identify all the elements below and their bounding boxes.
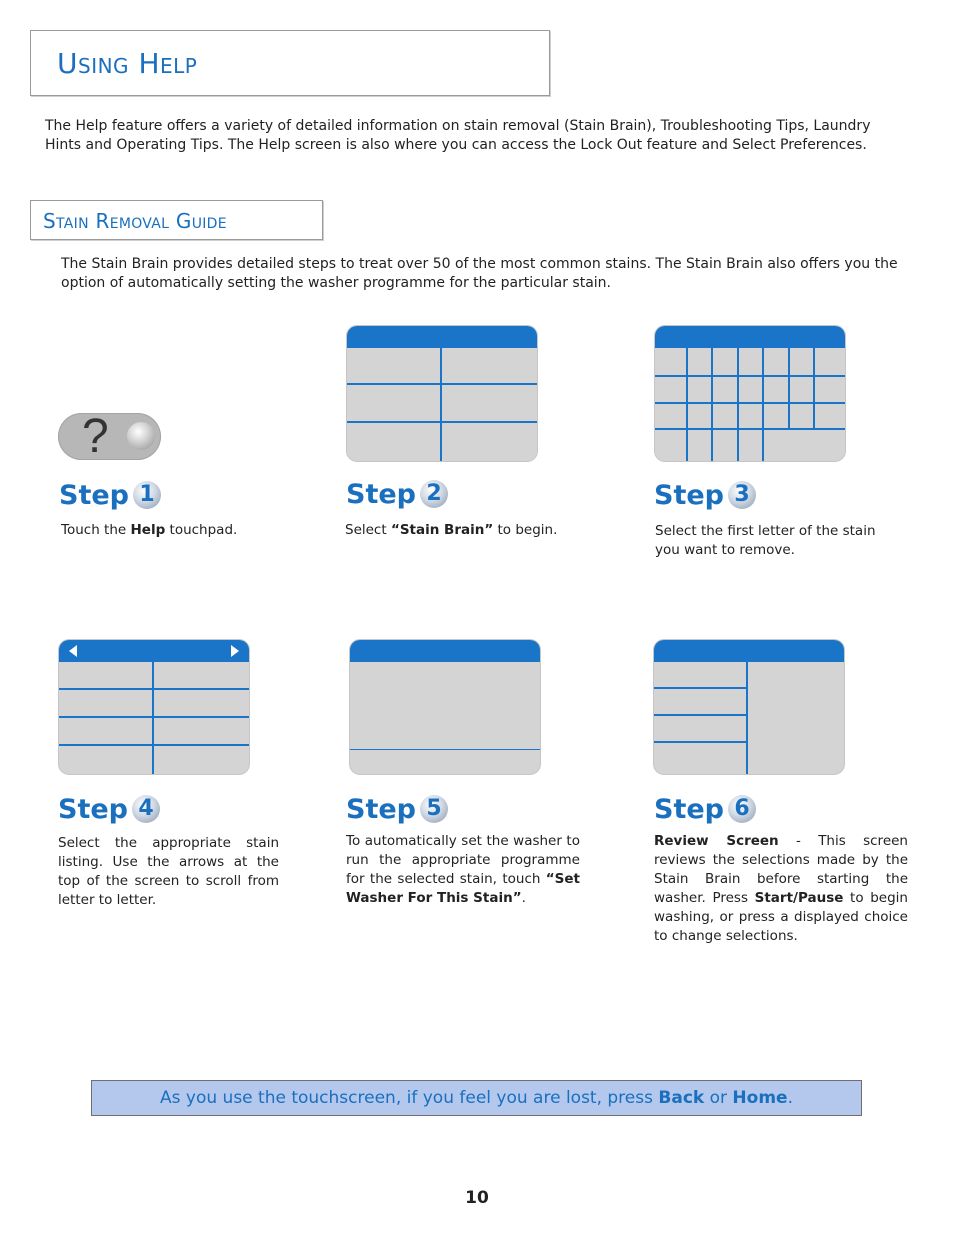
screen-header-bar	[350, 640, 540, 662]
step-6-caption	[654, 832, 908, 946]
step-2-heading: Step 2	[346, 479, 448, 510]
step-6-screen	[654, 640, 844, 774]
text-run: Touch the	[61, 522, 131, 538]
text-run: Select the first letter of the stain you want to remove.	[655, 523, 876, 558]
help-touchpad-illustration	[58, 410, 161, 463]
step-3-heading: Step 3	[654, 480, 756, 511]
step-4-caption	[58, 834, 279, 910]
step-1-caption	[61, 521, 321, 540]
section-description: The Stain Brain provides detailed steps to treat over 50 of the most common stains. The Stain Brain also offers you the option of automatically setting the washer programme for the particular stain.	[61, 256, 898, 291]
bold-text: Review Screen	[654, 833, 779, 849]
question-mark-icon: ?	[82, 410, 109, 463]
step-3-caption	[655, 522, 900, 560]
help-note-banner	[91, 1080, 862, 1116]
text-run: To automatically set the washer to run the appropriate programme for the selected stain, touch	[346, 833, 580, 887]
screen-header-bar	[655, 326, 845, 348]
bold-text: Help	[130, 522, 166, 538]
step-5-screen	[350, 640, 540, 774]
bold-text: “Stain Brain”	[390, 522, 494, 538]
text-run: - This screen reviews the selections made by the Stain Brain before starting the washer. Press	[654, 833, 908, 906]
step-3-screen	[655, 326, 845, 461]
intro-paragraph: The Help feature offers a variety of detailed information on stain removal (Stain Brain), Troubleshooting Tips, Laundry Hints and Operating Tips. The Help screen is also where you can access the Lock Out feature and Select Preferences.	[45, 118, 871, 153]
screen-header-bar	[654, 640, 844, 662]
section-title: Stain Removal Guide	[43, 209, 227, 233]
text-run: Select the appropriate stain listing. Use the arrows at the top of the screen to scroll from letter to letter.	[58, 835, 279, 908]
step-5-caption	[346, 832, 580, 908]
step-4-screen	[59, 640, 249, 774]
text-run: .	[787, 1088, 793, 1108]
title-box	[30, 30, 550, 96]
text-run: or	[704, 1088, 733, 1108]
bold-text: Back	[658, 1088, 705, 1108]
text-run: to begin washing, or press a displayed choice to change selections.	[654, 890, 908, 944]
text-run: .	[521, 890, 526, 906]
text-run: Select	[345, 522, 391, 538]
screen-header-bar	[347, 326, 537, 348]
step-2-screen	[347, 326, 537, 461]
step-4-heading: Step 4	[58, 794, 160, 825]
step-2-caption	[345, 521, 605, 540]
screen-header-bar	[59, 640, 249, 662]
indicator-light-icon	[127, 422, 155, 450]
arrow-left-icon	[69, 645, 77, 657]
bold-text: Start/Pause	[754, 890, 844, 906]
page-number: 10	[465, 1188, 489, 1208]
text-run: to begin.	[493, 522, 558, 538]
section-box	[30, 200, 323, 240]
step-5-heading: Step 5	[346, 794, 448, 825]
bold-text: Home	[732, 1088, 788, 1108]
step-6-heading: Step 6	[654, 794, 756, 825]
arrow-right-icon	[231, 645, 239, 657]
bold-text: “Set Washer For This Stain”	[346, 871, 580, 906]
step-1-heading: Step 1	[59, 480, 161, 511]
text-run: As you use the touchscreen, if you feel you are lost, press	[160, 1088, 659, 1108]
page-title: Using Help	[57, 47, 198, 80]
text-run: touchpad.	[165, 522, 238, 538]
